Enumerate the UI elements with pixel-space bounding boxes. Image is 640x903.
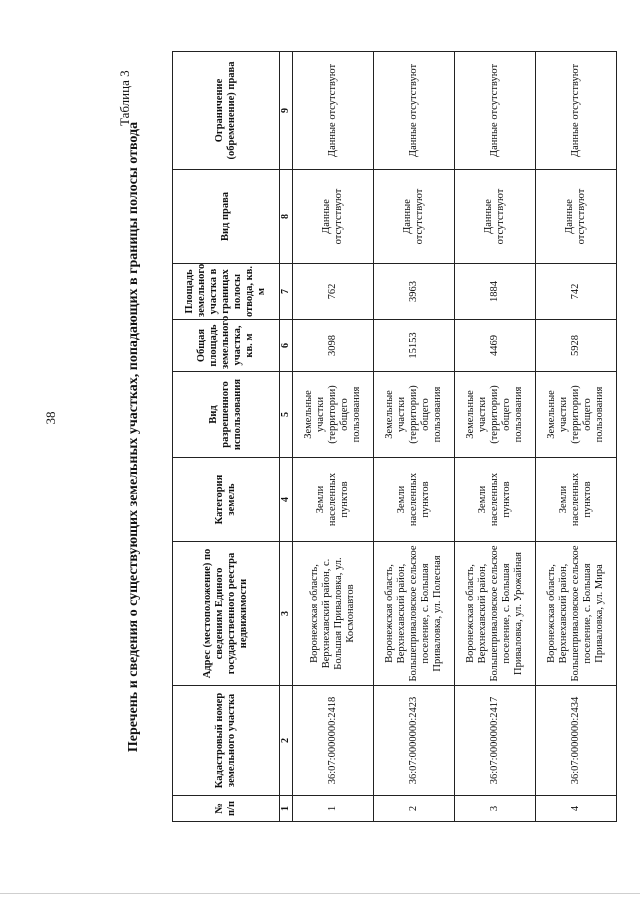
table-row bbox=[455, 52, 536, 822]
restriction: Данные отсутствуют bbox=[293, 52, 374, 170]
strip-area: 742 bbox=[536, 264, 617, 320]
header-row bbox=[173, 52, 280, 822]
land-category: Земли населенных пунктов bbox=[536, 458, 617, 542]
strip-area: 762 bbox=[293, 264, 374, 320]
land-plots-table bbox=[172, 51, 617, 822]
header-cell: Вид права bbox=[173, 170, 280, 264]
table-row bbox=[374, 52, 455, 822]
header-cell: Площадь земельного участка в границах полосы отвода, кв. м bbox=[173, 264, 280, 320]
row-number: 1 bbox=[293, 796, 374, 822]
header-cell: Общая площадь земельного участка, кв. м bbox=[173, 320, 280, 372]
table-title: Перечень и сведения о существующих земельных участках, попадающих в границы полосы отвода bbox=[126, 121, 141, 753]
land-category: Земли населенных пунктов bbox=[293, 458, 374, 542]
total-area: 4469 bbox=[455, 320, 536, 372]
column-number: 5 bbox=[280, 372, 293, 458]
column-number-row bbox=[280, 52, 293, 822]
column-number: 7 bbox=[280, 264, 293, 320]
table-row bbox=[293, 52, 374, 822]
restriction: Данные отсутствуют bbox=[374, 52, 455, 170]
cadastral-number: 36:07:0000000:2434 bbox=[536, 686, 617, 796]
cadastral-number: 36:07:0000000:2423 bbox=[374, 686, 455, 796]
column-number: 3 bbox=[280, 542, 293, 686]
column-number: 2 bbox=[280, 686, 293, 796]
cadastral-number: 36:07:0000000:2417 bbox=[455, 686, 536, 796]
address-cell: Воронежская область, Верхнехавский район, Большеприваловское сельское поселение, с. Большая Приваловка, ул. Полесная bbox=[374, 542, 455, 686]
column-number: 4 bbox=[280, 458, 293, 542]
permitted-use: Земельные участки (территории) общего пользования bbox=[374, 372, 455, 458]
row-number: 2 bbox=[374, 796, 455, 822]
right-type: Данные отсутствуют bbox=[374, 170, 455, 264]
table-row bbox=[536, 52, 617, 822]
right-type: Данные отсутствуют bbox=[536, 170, 617, 264]
land-category: Земли населенных пунктов bbox=[374, 458, 455, 542]
rotated-table-block bbox=[125, 52, 625, 822]
column-number: 6 bbox=[280, 320, 293, 372]
column-number: 1 bbox=[280, 796, 293, 822]
cadastral-number: 36:07:0000000:2418 bbox=[293, 686, 374, 796]
address-cell: Воронежская область, Верхнехавский район, с. Большая Приваловка, ул. Космонавтов bbox=[293, 542, 374, 686]
header-cell: № п/п bbox=[173, 796, 280, 822]
permitted-use: Земельные участки (территории) общего пользования bbox=[293, 372, 374, 458]
right-type: Данные отсутствуют bbox=[293, 170, 374, 264]
address-cell: Воронежская область, Верхнехавский район, Большеприваловское сельское поселение, с. Большая Приваловка, ул. Мира bbox=[536, 542, 617, 686]
permitted-use: Земельные участки (территории) общего пользования bbox=[455, 372, 536, 458]
header-cell: Вид разрешенного использования bbox=[173, 372, 280, 458]
column-number: 9 bbox=[280, 52, 293, 170]
column-number: 8 bbox=[280, 170, 293, 264]
row-number: 4 bbox=[536, 796, 617, 822]
table-label: Таблица 3 bbox=[117, 70, 132, 126]
header-cell: Категория земель bbox=[173, 458, 280, 542]
bottom-divider bbox=[0, 893, 640, 894]
restriction: Данные отсутствуют bbox=[455, 52, 536, 170]
restriction: Данные отсутствуют bbox=[536, 52, 617, 170]
header-cell: Ограничение (обременение) права bbox=[173, 52, 280, 170]
page-number: 38 bbox=[43, 411, 58, 425]
land-category: Земли населенных пунктов bbox=[455, 458, 536, 542]
permitted-use: Земельные участки (территории) общего пользования bbox=[536, 372, 617, 458]
total-area: 15153 bbox=[374, 320, 455, 372]
header-cell: Адрес (местоположение) по сведениям Единого государственного реестра недвижимости bbox=[173, 542, 280, 686]
strip-area: 3963 bbox=[374, 264, 455, 320]
address-cell: Воронежская область, Верхнехавский район, Большеприваловское сельское поселение, с. Большая Приваловка, ул. Урожайная bbox=[455, 542, 536, 686]
total-area: 5928 bbox=[536, 320, 617, 372]
strip-area: 1884 bbox=[455, 264, 536, 320]
header-cell: Кадастровый номер земельного участка bbox=[173, 686, 280, 796]
row-number: 3 bbox=[455, 796, 536, 822]
right-type: Данные отсутствуют bbox=[455, 170, 536, 264]
total-area: 3098 bbox=[293, 320, 374, 372]
